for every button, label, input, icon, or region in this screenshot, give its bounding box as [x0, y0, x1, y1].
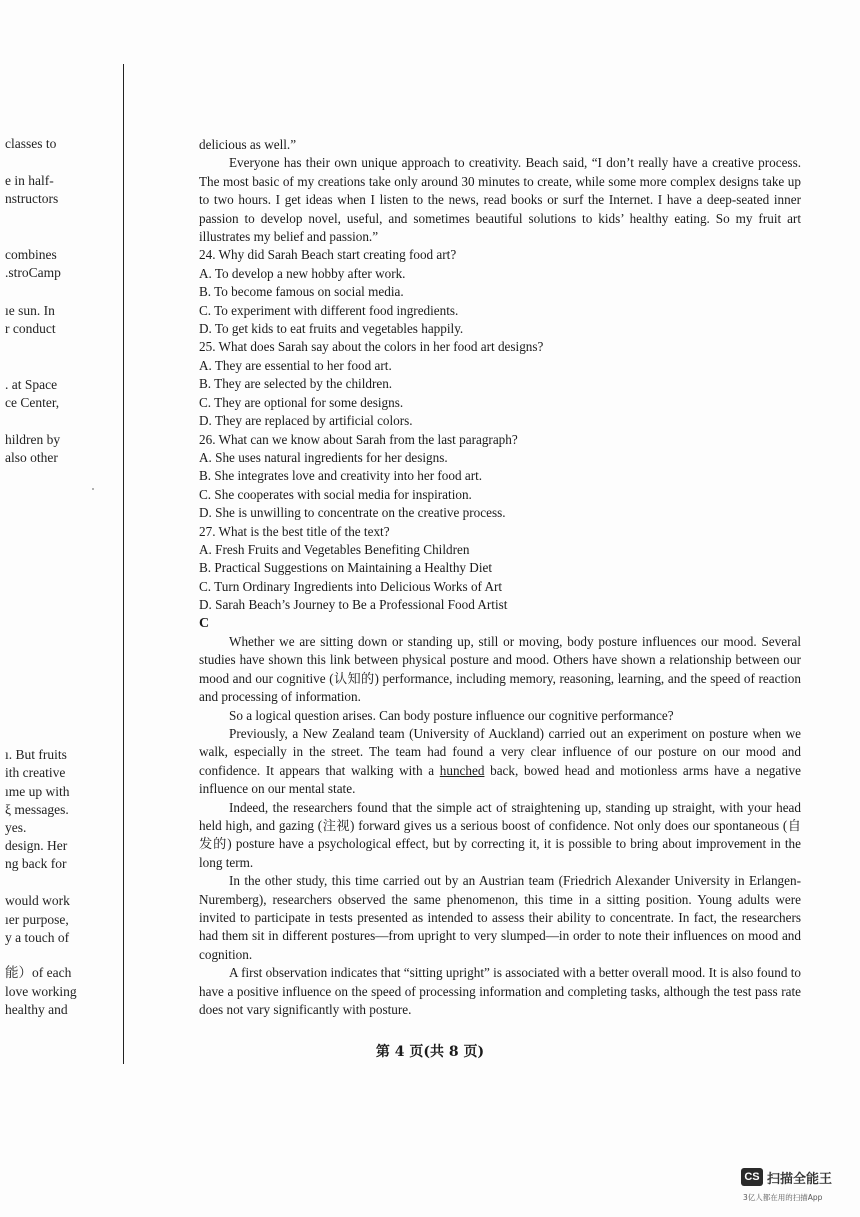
answer-option: C. To experiment with different food ingredients.: [199, 302, 459, 318]
left-fragment: . at Space: [5, 377, 58, 392]
left-fragment: nstructors: [5, 191, 59, 206]
left-fragment: ıe sun. In: [5, 303, 55, 318]
section-c-paragraph-2: So a logical question arises. Can body posture influence our cognitive performance?: [229, 707, 674, 723]
answer-option: A. She uses natural ingredients for her designs.: [199, 449, 448, 465]
answer-option: D. She is unwilling to concentrate on the creative process.: [199, 505, 506, 521]
camscanner-logo-icon: CS: [741, 1168, 763, 1186]
answer-option: A. Fresh Fruits and Vegetables Benefiting Children: [199, 541, 470, 557]
brand-tagline: 3亿人都在用的扫描App: [743, 1193, 823, 1202]
question-stem: 27. What is the best title of the text?: [199, 523, 390, 539]
left-fragment: ξ messages.: [5, 802, 69, 817]
section-c-paragraph-5: In the other study, this time carried out by an Austrian team (Friedrich Alexander University in Erlangen-Nuremberg), researchers observed the same phenomenon, this time in a sitting position. Young adults were invited to participate in tests presented as intended to assess their ability to concentrate. In fact, the researchers had them sit in different postures—from upright to very slumped—in order to note their influences on mood and cognition.: [199, 873, 801, 962]
answer-option: D. Sarah Beach’s Journey to Be a Professional Food Artist: [199, 597, 508, 613]
question-stem: 25. What does Sarah say about the colors in her food art designs?: [199, 339, 544, 355]
answer-option: D. To get kids to eat fruits and vegetables happily.: [199, 321, 464, 337]
left-fragment: ce Center,: [5, 395, 60, 410]
left-fragment: ı. But fruits: [5, 747, 67, 762]
question-stem: 24. Why did Sarah Beach start creating food art?: [199, 247, 457, 263]
answer-option: B. Practical Suggestions on Maintaining a Healthy Diet: [199, 560, 493, 576]
answer-option: B. To become famous on social media.: [199, 284, 404, 300]
page-divider-line: [123, 64, 124, 1064]
paragraph-text: back, bowed head and motionless arms have a negative influence on our mental state.: [199, 762, 801, 797]
left-fragment: r conduct: [5, 321, 56, 336]
underlined-word: hunched: [439, 762, 485, 778]
section-c-paragraph-3: [199, 725, 801, 799]
answer-option: A. They are essential to her food art.: [199, 357, 392, 373]
answer-option: A. To develop a new hobby after work.: [199, 265, 406, 281]
question-stem: 26. What can we know about Sarah from the last paragraph?: [199, 431, 518, 447]
left-fragment: yes.: [5, 820, 27, 835]
left-fragment: design. Her: [5, 838, 68, 853]
brand-name: 扫描全能王: [767, 1172, 833, 1187]
scanner-watermark: [741, 1166, 851, 1206]
passage-b-paragraph: Everyone has their own unique approach to creativity. Beach said, “I don’t really have a creative process. The most basic of my creations take only around 30 minutes to create, while some more complex designs take up to two hours. I get ideas when I listen to the news, read books or surf the Internet. I have a deep-seated inner passion to develop novel, useful, and sometimes beautiful solutions to kids’ healthy eating. So my fruit art illustrates my belief and passion.”: [199, 155, 801, 245]
left-fragment: love working: [5, 984, 77, 999]
left-fragment: e in half-: [5, 173, 54, 188]
left-fragment: would work: [5, 893, 70, 908]
left-fragment: 能）of each: [5, 965, 72, 980]
paragraph-text: Previously, a New Zealand team (University of Auckland) carried out an experiment on posture when we walk, especially in the street. The team had found a very clear influence of our posture on our mood and confidence. It appears that walking with a: [199, 726, 801, 778]
question-26: [199, 431, 801, 523]
left-fragment: ıme up with: [5, 784, 70, 799]
left-fragment: .stroCamp: [5, 265, 61, 280]
left-fragment: also other: [5, 450, 58, 465]
left-fragment: y a touch of: [5, 930, 70, 945]
passage-b-closing: delicious as well.”: [199, 137, 297, 152]
left-fragment: healthy and: [5, 1002, 68, 1017]
left-fragment: ng back for: [5, 856, 67, 871]
section-c-paragraph-4: Indeed, the researchers found that the simple act of straightening up, standing up straight, with your head held high, and gazing (注视) forward gives us a serious boost of confidence. Not only does our spontaneous (自发的) posture have a psychological effect, but by correcting it, it is possible to bring about improvement in the long term.: [199, 799, 801, 870]
answer-option: C. They are optional for some designs.: [199, 394, 404, 410]
answer-option: D. They are replaced by artificial colors.: [199, 413, 413, 429]
main-column: [199, 136, 801, 1020]
answer-option: C. She cooperates with social media for inspiration.: [199, 486, 472, 502]
section-heading: C: [199, 615, 210, 631]
left-fragment: hildren by: [5, 432, 61, 447]
question-27: [199, 523, 801, 615]
section-c-paragraph-1: Whether we are sitting down or standing up, still or moving, body posture influences our mood. Several studies have shown this link between physical posture and mood. Others have shown a relationship between our mood and our cognitive (认知的) performance, including memory, reasoning, learning, and the speed of reaction and processing of information.: [199, 633, 801, 705]
scan-speck: [92, 488, 94, 490]
left-fragment: ıer purpose,: [5, 912, 69, 927]
section-c-paragraph-6: A first observation indicates that “sitting upright” is associated with a better overall mood. It is also found to have a positive influence on the speed of processing information and completing tasks, although the test pass rate does not vary significantly with posture.: [199, 965, 801, 1018]
question-24: [199, 246, 801, 338]
answer-option: B. She integrates love and creativity into her food art.: [199, 468, 483, 484]
left-fragment: ith creative: [5, 765, 66, 780]
page-number: 第 4 页(共 8 页): [375, 1044, 485, 1060]
previous-page-strip: [0, 0, 130, 1217]
answer-option: B. They are selected by the children.: [199, 376, 393, 392]
left-fragment: combines: [5, 247, 57, 262]
left-fragment: classes to: [5, 136, 57, 151]
answer-option: C. Turn Ordinary Ingredients into Delicious Works of Art: [199, 578, 503, 594]
question-25: [199, 338, 801, 430]
